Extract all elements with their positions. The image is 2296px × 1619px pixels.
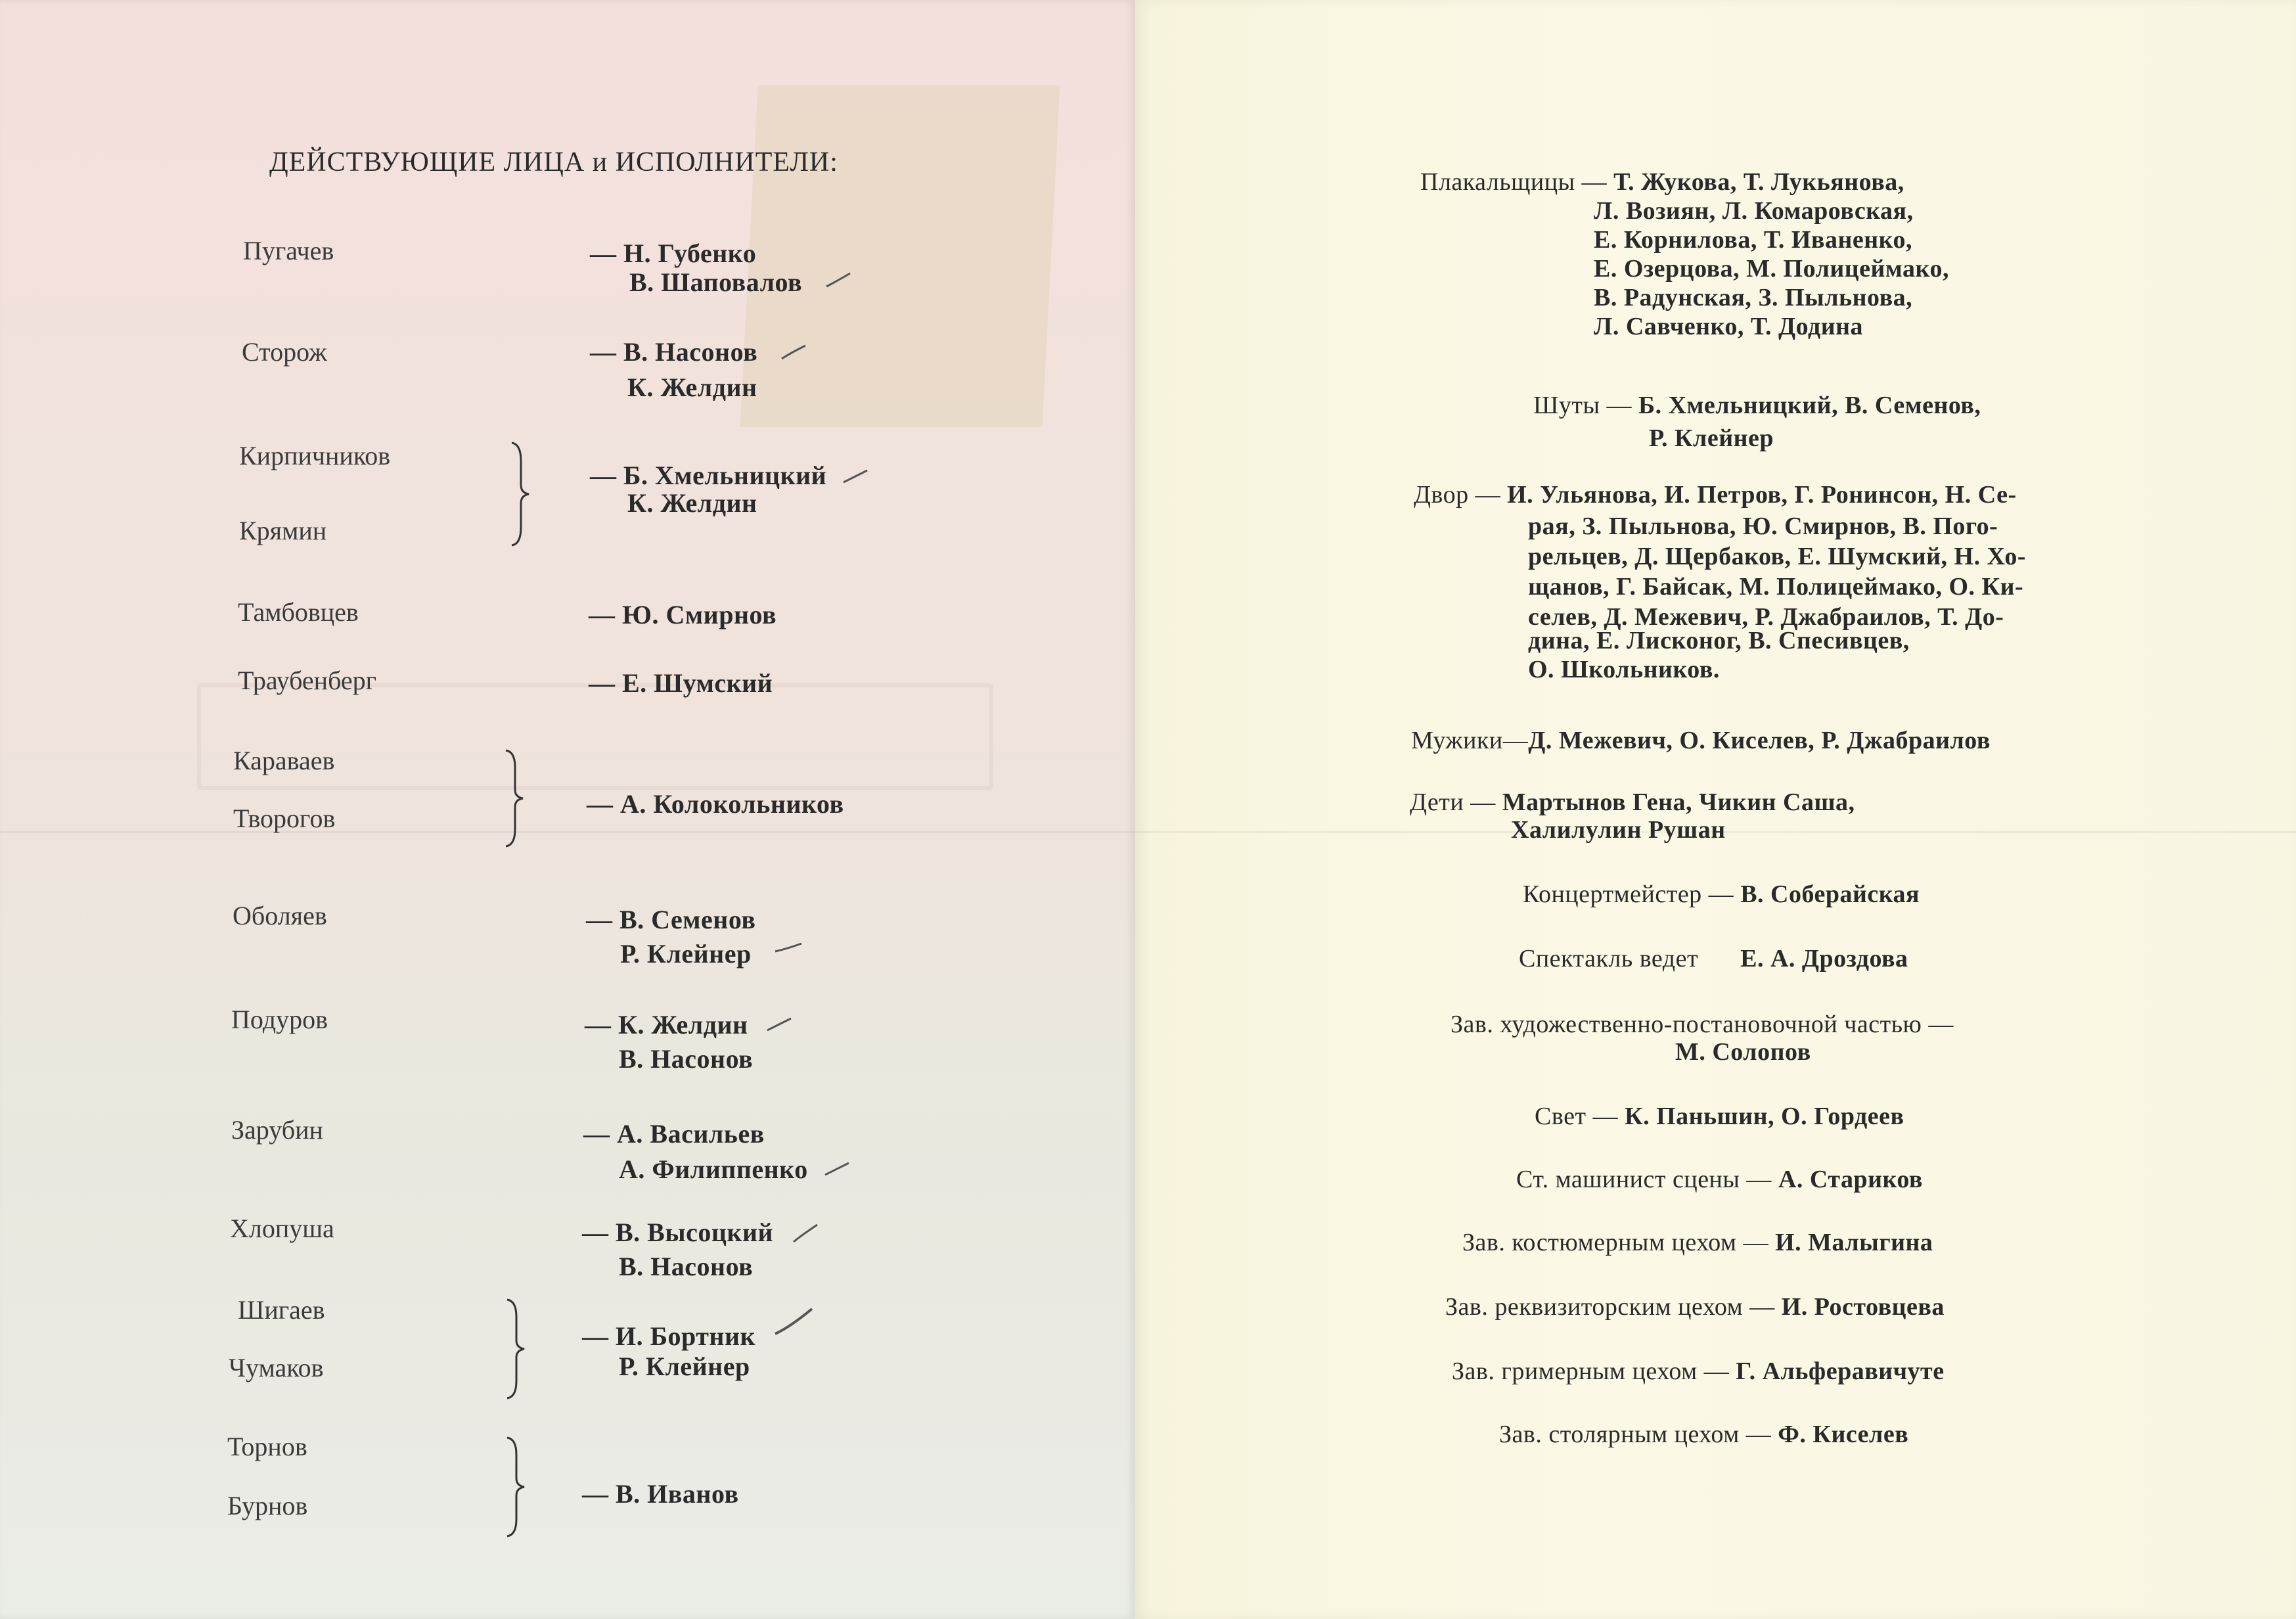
credit-line: селев, Д. Межевич, Р. Джабраилов, Т. До- [1528, 603, 2004, 631]
actor-name: — Б. Хмельницкий [590, 461, 827, 490]
role-name: Подуров [231, 1005, 328, 1034]
credit-rekvizit: Зав. реквизиторским цехом — И. Ростовцева [1445, 1293, 1945, 1321]
credit-kostum: Зав. костюмерным цехом — И. Малыгина [1462, 1229, 1933, 1256]
check-mark-icon [824, 1160, 850, 1180]
credit-mashinist: Ст. машинист сцены — А. Стариков [1516, 1166, 1923, 1193]
credit-line: рая, З. Пыльнова, Ю. Смирнов, В. Пого- [1528, 513, 1998, 540]
role-name: Пугачев [243, 236, 334, 265]
actor-name: Р. Клейнер [619, 1352, 750, 1381]
credit-line: Л. Возиян, Л. Комаровская, [1594, 197, 1914, 225]
brace [509, 442, 531, 547]
credit-line: М. Солопов [1675, 1038, 1811, 1066]
role-name: Творогов [233, 804, 336, 833]
role-name: Траубенберг [238, 666, 377, 695]
credit-muzhiki: Мужики—Д. Межевич, О. Киселев, Р. Джабраилов [1411, 727, 1991, 754]
credit-line: Е. Озерцова, М. Полицеймако, [1594, 255, 1949, 283]
actor-name: К. Желдин [627, 373, 757, 402]
credit-stolyar: Зав. столярным цехом — Ф. Киселев [1499, 1421, 1909, 1448]
role-name: Чумаков [229, 1353, 324, 1382]
role-name: Хлопуша [230, 1214, 334, 1243]
role-name: Сторож [242, 337, 327, 367]
left-page [0, 0, 1135, 1619]
role-name: Кирпичников [239, 441, 391, 470]
credit-line: дина, Е. Лисконог, В. Спесивцев, [1528, 627, 1910, 654]
actor-name: — Ю. Смирнов [589, 600, 777, 629]
credit-line: Л. Савченко, Т. Додина [1594, 313, 1864, 340]
credit-deti: Дети — Мартынов Гена, Чикин Саша, [1410, 788, 1855, 816]
check-mark-icon [842, 468, 868, 488]
fold-line [0, 831, 1135, 833]
actor-name: — А. Колокольников [587, 789, 844, 819]
credit-grim: Зав. гримерным цехом — Г. Альферавичуте [1452, 1357, 1945, 1385]
credit-dvor: Двор — И. Ульянова, И. Петров, Г. Ронинсон, Н. Се- [1414, 481, 2017, 509]
bleed-through-title [740, 85, 1060, 427]
check-mark-icon [774, 1308, 813, 1336]
credit-line: рельцев, Д. Щербаков, Е. Шумский, Н. Хо- [1528, 543, 2027, 570]
credit-svet: Свет — К. Паньшин, О. Гордеев [1535, 1103, 1904, 1130]
cast-heading: ДЕЙСТВУЮЩИЕ ЛИЦА и ИСПОЛНИТЕЛИ: [269, 147, 838, 177]
credit-zav-hud: Зав. художественно-постановочной частью — [1451, 1011, 1954, 1038]
actor-name: Р. Клейнер [620, 939, 752, 969]
credit-line: щанов, Г. Байсак, М. Полицеймако, О. Ки- [1528, 573, 2024, 601]
credit-plakalshchitsy: Плакальщицы — Т. Жукова, Т. Лукьянова, [1420, 168, 1904, 196]
actor-name: — В. Высоцкий [582, 1218, 774, 1247]
brace [505, 1298, 527, 1400]
actor-name: — А. Васильев [583, 1119, 765, 1149]
role-name: Торнов [227, 1432, 307, 1461]
check-mark-icon [792, 1223, 819, 1246]
role-name: Бурнов [227, 1491, 308, 1520]
role-name: Шигаев [238, 1295, 325, 1325]
role-name: Оболяев [233, 901, 327, 930]
actor-name: К. Желдин [627, 488, 757, 518]
credit-line: В. Радунская, З. Пыльнова, [1594, 284, 1913, 311]
credit-koncertmeister: Концертмейстер — В. Соберайская [1523, 880, 1920, 908]
brace [503, 749, 526, 848]
actor-name: В. Насонов [619, 1252, 754, 1281]
actor-name: В. Насонов [619, 1044, 754, 1074]
check-mark-icon [774, 940, 803, 959]
credit-shuty: Шуты — Б. Хмельницкий, В. Семенов, [1533, 392, 1981, 419]
actor-name: А. Филиппенко [619, 1154, 808, 1184]
role-name: Караваев [233, 746, 335, 775]
role-name: Зарубин [231, 1115, 323, 1145]
actor-name: — Е. Шумский [589, 668, 773, 698]
actor-name: В. Шаповалов [629, 267, 803, 297]
credit-line: О. Школьников. [1528, 656, 1720, 683]
actor-name: — Н. Губенко [590, 239, 757, 268]
actor-name: — И. Бортник [582, 1321, 756, 1351]
role-name: Тамбовцев [238, 597, 359, 627]
credit-spektakl: Спектакль ведет Е. А. Дроздова [1519, 945, 1908, 972]
actor-name: — К. Желдин [585, 1010, 748, 1039]
check-mark-icon [766, 1016, 792, 1036]
check-mark-icon [825, 272, 851, 292]
check-mark-icon [780, 343, 807, 363]
credit-line: Е. Корнилова, Т. Иваненко, [1594, 226, 1912, 254]
actor-name: — В. Насонов [590, 337, 758, 367]
role-name: Крямин [239, 516, 327, 545]
actor-name: — В. Иванов [582, 1479, 739, 1509]
credit-line: Р. Клейнер [1649, 424, 1774, 452]
brace [505, 1436, 527, 1538]
credit-line: Халилулин Рушан [1511, 816, 1726, 844]
actor-name: — В. Семенов [586, 905, 756, 934]
